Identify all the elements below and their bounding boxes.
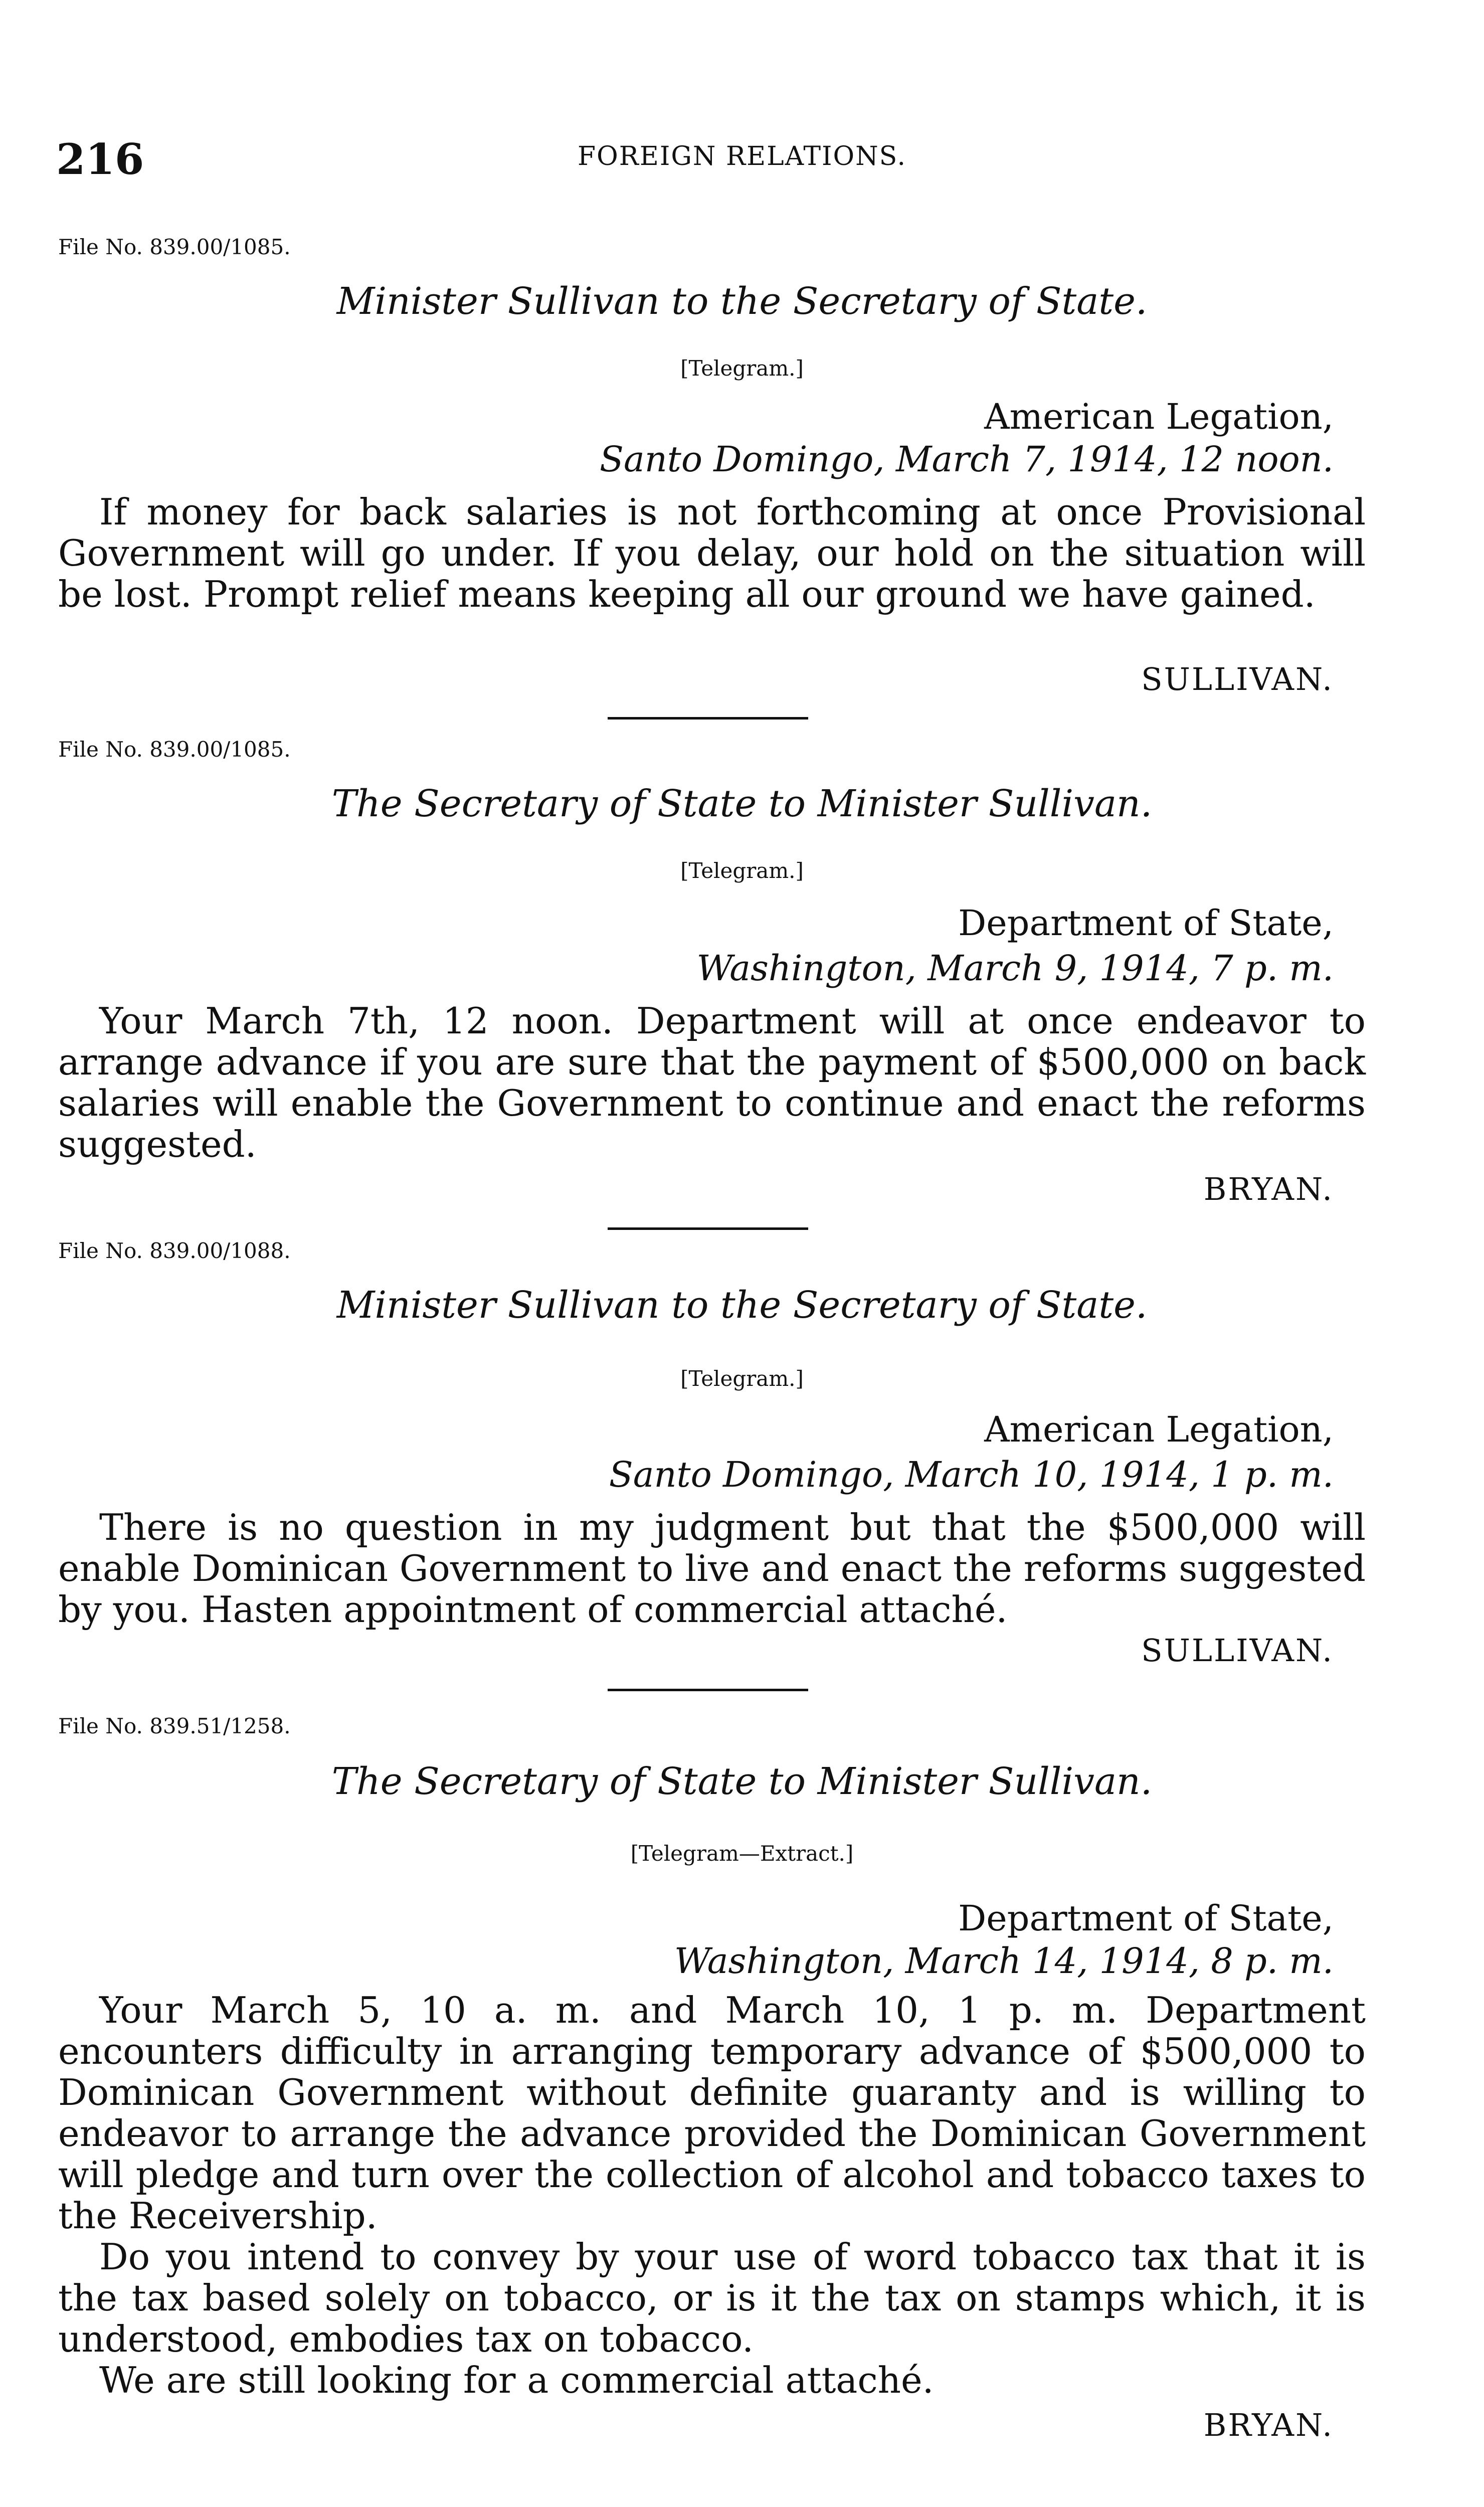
signature: BRYAN. [1203,1171,1334,1207]
signature: SULLIVAN. [1141,1632,1334,1669]
message-body [58,1000,1366,1165]
file-number: File No. 839.00/1088. [58,1238,291,1263]
page-number: 216 [56,134,144,184]
dateline: Santo Domingo, March 7, 1914, 12 noon. [600,439,1334,480]
telegram-label: [Telegram.] [680,356,804,381]
paragraph: There is no question in my judgment but that the $500,000 will enable Dominican Government to live and enact the reforms suggested by you. Hasten appointment of commercial attaché. [58,1506,1366,1631]
sender-place: American Legation, [984,396,1334,437]
dateline: Washington, March 9, 1914, 7 p. m. [696,948,1334,989]
document-title: Minister Sullivan to the Secretary of State. [336,1284,1148,1327]
section-divider [608,717,808,720]
paragraph: Your March 5, 10 a. m. and March 10, 1 p. m. Department encounters difficulty in arranging temporary advance of $500,000 to Dominican Government without definite guaranty and is willing to endeavor to arrange the advance provided the Dominican Government will pledge and turn over the collection of alcohol and tobacco taxes to the Receivership. [58,1989,1366,2237]
sender-place: Department of State, [958,1898,1334,1939]
file-number: File No. 839.00/1085. [58,235,291,259]
sender-place: American Legation, [984,1409,1334,1450]
dateline: Washington, March 14, 1914, 8 p. m. [674,1940,1334,1982]
signature: BRYAN. [1203,2407,1334,2443]
paragraph: We are still looking for a commercial attaché. [99,2359,934,2401]
running-title: FOREIGN RELATIONS. [578,141,906,171]
message-body [58,1507,1366,1630]
file-number: File No. 839.51/1258. [58,1714,291,1738]
message-body [58,491,1366,615]
telegram-label: [Telegram.] [680,1366,804,1391]
document-title: The Secretary of State to Minister Sullivan. [331,1760,1153,1803]
document-title: Minister Sullivan to the Secretary of State. [336,280,1148,323]
section-divider [608,1689,808,1691]
paragraph: Your March 7th, 12 noon. Department will at once endeavor to arrange advance if you are sure that the payment of $500,000 on back salaries will enable the Government to continue and enact the reforms suggested. [58,1000,1366,1165]
telegram-label: [Telegram—Extract.] [630,1841,854,1866]
sender-place: Department of State, [958,903,1334,944]
document-title: The Secretary of State to Minister Sullivan. [331,782,1153,825]
telegram-label: [Telegram.] [680,858,804,883]
dateline: Santo Domingo, March 10, 1914, 1 p. m. [609,1454,1334,1495]
paragraph: Do you intend to convey by your use of word tobacco tax that it is the tax based solely on tobacco, or is it the tax on stamps which, it is understood, embodies tax on tobacco. [58,2236,1366,2360]
paragraph: If money for back salaries is not forthcoming at once Provisional Government will go under. If you delay, our hold on the situation will be lost. Prompt relief means keeping all our ground we have gained. [58,491,1366,615]
section-divider [608,1227,808,1230]
file-number: File No. 839.00/1085. [58,737,291,762]
message-body [58,1990,1366,2401]
signature: SULLIVAN. [1141,661,1334,697]
